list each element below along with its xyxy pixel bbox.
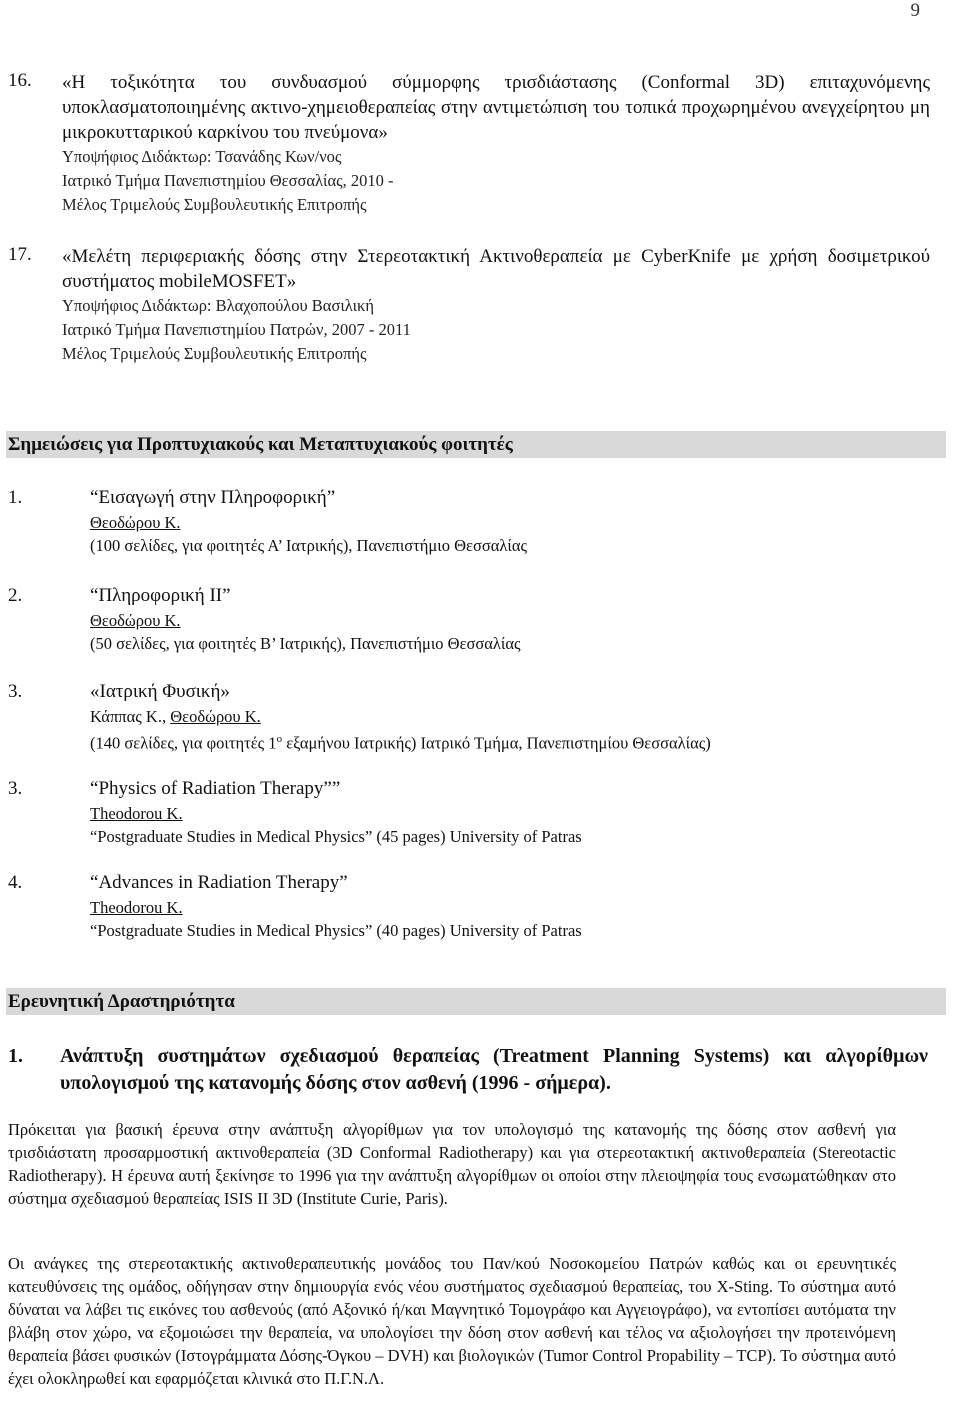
note-description: (100 σελίδες, για φοιτητές Α’ Ιατρικής), Πανεπιστήμιο Θεσσαλίας (90, 536, 527, 555)
page-number: 9 (910, 0, 920, 21)
note-item (8, 679, 928, 755)
note-title: «Ιατρική Φυσική» (90, 681, 230, 702)
note-number: 2. (8, 585, 23, 606)
note-description: (50 σελίδες, για φοιτητές Β’ Ιατρικής), Πανεπιστήμιο Θεσσαλίας (90, 634, 521, 653)
note-description: “Postgraduate Studies in Medical Physics” (45 pages) University of Patras (90, 827, 582, 846)
note-number: 1. (8, 487, 23, 508)
thesis-number: 16. (8, 70, 32, 91)
note-item (8, 870, 928, 942)
note-description: “Postgraduate Studies in Medical Physics” (40 pages) University of Patras (90, 921, 582, 940)
thesis-institution: Ιατρικό Τμήμα Πανεπιστημίου Θεσσαλίας, 2010 - (62, 171, 394, 190)
note-author: Theodorou K. (90, 804, 183, 823)
note-number: 3. (8, 681, 23, 702)
note-item (8, 583, 928, 655)
note-author-name: Θεοδώρου Κ. (170, 707, 261, 726)
research-title: Ανάπτυξη συστημάτων σχεδιασμού θεραπείας (Treatment Planning Systems) και αλγορίθμων υπολογισμού της κατανομής δόσης στον ασθενή (1996 - σήμερα). (60, 1045, 928, 1094)
note-number: 3. (8, 778, 23, 799)
thesis-title: «Η τοξικότητα του συνδυασμού σύμμορφης τρισδιάστασης (Conformal 3D) επιταχυνόμενης υποκλασματοποιημένης ακτινο-χημειοθεραπείας στην αντιμετώπιση του τοπικά προχωρημένου ανεγχείρητου μη μικροκυτταρικού καρκίνου του πνεύμονα» (62, 72, 930, 143)
research-paragraph-2: Οι ανάγκες της στερεοτακτικής ακτινοθεραπευτικής μονάδος του Παν/κού Νοσοκομείου Πατρών καθώς και οι ερευνητικές κατευθύνσεις της ομάδος, οδήγησαν στην δημιουργία ενός νέου συστήματος σχεδιασμού θεραπείας, του X-Sting. Το σύστημα αυτό δύναται να λάβει τις εικόνες του ασθενούς (από Αξονικό ή/και Μαγνητικό Τομογράφο και Αγγειογράφο), να εντοπίσει αυτόματα την βλάβη στον χώρο, να εξομοιώσει την θεραπεία, να υπολογίσει την δόση στον ασθενή και τέλος να αξιολογήσει την προτεινόμενη θεραπεία βάσει φυσικών (Ιστογράμματα Δόσης-Όγκου – DVH) και βιολογικών (Tumor Control Propability – TCP). Το σύστημα αυτό έχει ολοκληρωθεί και εφαρμόζεται κλινικά στο Π.Γ.Ν.Λ. (8, 1254, 896, 1388)
note-author: Theodorou K. (90, 898, 183, 917)
thesis-institution: Ιατρικό Τμήμα Πανεπιστημίου Πατρών, 2007 - 2011 (62, 320, 411, 339)
note-author: Θεοδώρου Κ. (90, 513, 181, 532)
note-title: “Πληροφορική ΙΙ” (90, 585, 231, 606)
note-coauthor: Κάππας Κ., (90, 707, 171, 726)
thesis-entry-16 (8, 70, 930, 217)
research-number: 1. (8, 1045, 23, 1067)
thesis-title: «Μελέτη περιφεριακής δόσης στην Στερεοτακτική Ακτινοθεραπεία με CyberKnife με χρήση δοσιμετρικού συστήματος mobileMOSFET» (62, 246, 930, 292)
research-section-heading: Ερευνητική Δραστηριότητα (6, 988, 946, 1015)
note-author (90, 705, 928, 728)
thesis-role: Μέλος Τριμελούς Συμβουλευτικής Επιτροπής (62, 344, 367, 363)
notes-section-heading: Σημειώσεις για Προπτυχιακούς και Μεταπτυχιακούς φοιτητές (6, 431, 946, 458)
note-title: “Advances in Radiation Therapy” (90, 872, 348, 893)
note-author: Θεοδώρου Κ. (90, 611, 181, 630)
thesis-number: 17. (8, 244, 32, 265)
note-item (8, 485, 928, 557)
thesis-entry-17 (8, 244, 930, 366)
note-title: “Physics of Radiation Therapy”” (90, 778, 341, 799)
note-description: (140 σελίδες, για φοιτητές $1^o$ εξαμήνου Ιατρικής) Ιατρικό Τμήμα, Πανεπιστημίου Θεσσαλίας) (90, 733, 711, 753)
note-number: 4. (8, 872, 23, 893)
note-item (8, 776, 928, 848)
thesis-role: Μέλος Τριμελούς Συμβουλευτικής Επιτροπής (62, 195, 367, 214)
note-title: “Εισαγωγή στην Πληροφορική” (90, 487, 336, 508)
research-item (8, 1043, 928, 1097)
research-paragraph-1: Πρόκειται για βασική έρευνα στην ανάπτυξη αλγορίθμων για τον υπολογισμό της κατανομής της δόσης στον ασθενή για τρισδιάστατη προσαρμοστική ακτινοθεραπεία (3D Conformal Radiotherapy) και για στερεοτακτική ακτινοθεραπεία (Stereotactic Radiotherapy). Η έρευνα αυτή ξεκίνησε το 1996 για την ανάπτυξη αλγορίθμων οι οποίοι στην πλειοψηφία τους ενσωματώθηκαν στο σύστημα σχεδιασμού θεραπείας ISIS II 3D (Institute Curie, Paris). (8, 1120, 896, 1208)
thesis-candidate: Υποψήφιος Διδάκτωρ: Βλαχοπούλου Βασιλική (62, 296, 374, 315)
thesis-candidate: Υποψήφιος Διδάκτωρ: Τσανάδης Κων/νος (62, 147, 342, 166)
